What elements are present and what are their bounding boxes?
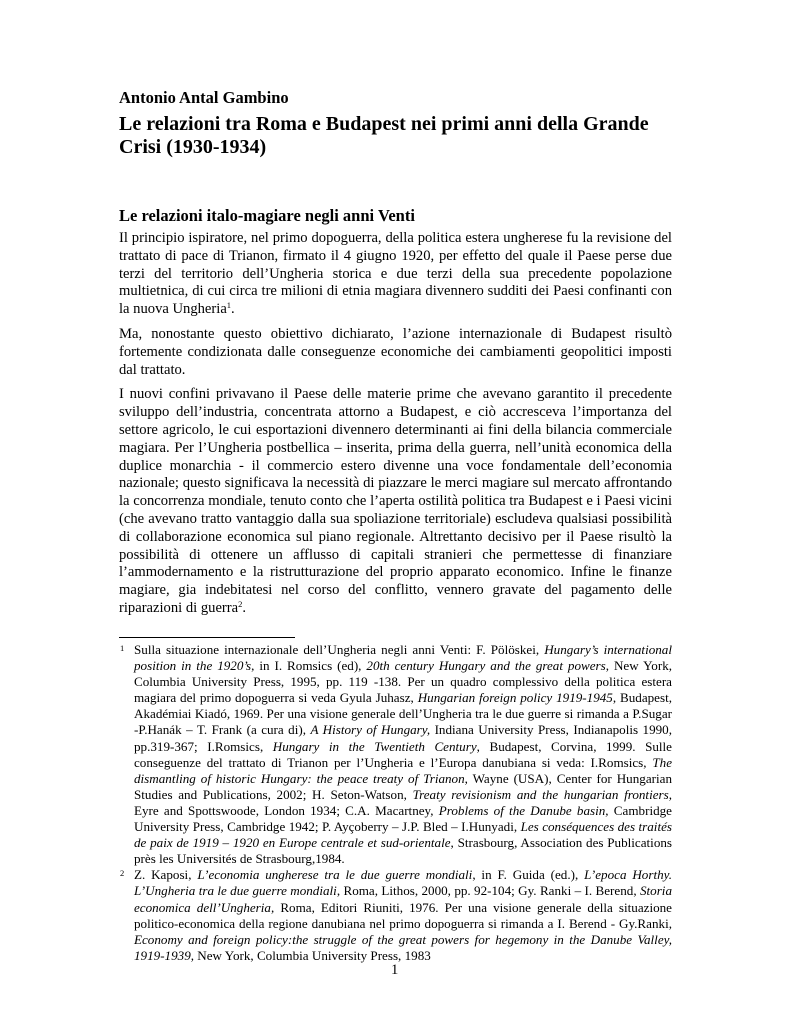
footnote-italic-text: Storia economica dell’Ungheria, xyxy=(134,883,672,915)
footnote-italic-text: Hungary’s international position in the 1920’s xyxy=(134,642,672,674)
footnote-text-segment: , in I. Romsics (ed), xyxy=(251,658,367,674)
paragraph-text: Il principio ispiratore, nel primo dopoguerra, della politica estera ungherese fu la revisione del trattato di pace di Trianon, firmato il 4 giugno 1920, per effetto del quale il Paese perse due terzi del territorio dell’Ungheria storica e due terzi della sua precedente popolazione multietnica, di cui circa tre milioni di etnia magiara divennero sudditi dei Paesi confinanti con la nuova Ungheria xyxy=(119,230,672,318)
footnote-text-segment: , Budapest, Akadémiai Kiadó, 1969. Per una visione generale dell’Ungheria tra le due guerre si rimanda a P.Sugar -P.Hanák – T. Frank (a cura di), xyxy=(134,690,672,738)
footnote-text xyxy=(134,642,672,866)
footnote-text-segment: , Budapest, Corvina, 1999. Sulle conseguenze del trattato di Trianon per l’Ungheria e l’Europa danubiana si veda: I.Romsics, xyxy=(134,738,672,770)
footnote-text-segment: , Roma, Lithos, 2000, pp. 92-104; Gy. Ranki – I. Berend, xyxy=(336,883,640,899)
body-text xyxy=(119,230,672,625)
footnote-text-segment: , in F. Guida (ed.), xyxy=(472,867,585,883)
footnote-text xyxy=(134,867,672,962)
section-heading: Le relazioni italo-magiare negli anni Venti xyxy=(119,206,415,225)
footnote-text-segment: Roma, Editori Riuniti, 1976. Per una visione generale della situazione politico-economica della regione danubiana nel primo dopoguerra si rimanda a I. Berend - Gy.Ranki, xyxy=(134,899,672,931)
paragraph xyxy=(119,326,672,379)
footnote-ref[interactable]: 2 xyxy=(238,598,243,609)
paragraph-end: . xyxy=(242,599,247,616)
footnote-italic-text: Les conséquences des traités de paix de 1919 – 1920 en Europe centrale et sud-orientale, xyxy=(134,819,672,851)
author-name: Antonio Antal Gambino xyxy=(119,88,289,107)
footnote-italic-text: Economy and foreign policy:the struggle of the great powers for hegemony in the Danube Valley, 1919-1939, xyxy=(134,931,672,963)
page-number: 1 xyxy=(391,962,399,978)
footnote-italic-text: Hungary in the Twentieth Century xyxy=(272,738,477,754)
footnote-text-segment: Z. Kaposi, xyxy=(134,867,198,883)
footnote-italic-text: L’economia ungherese tra le due guerre mondiali xyxy=(197,867,473,883)
paragraph xyxy=(119,386,672,617)
footnote-text-segment: , New York, Columbia University Press, 1995, pp. 119 -138. Per un quadro complessivo della politica estera magiara del primo dopoguerra si veda Gyula Juhasz, xyxy=(134,658,673,706)
footnote-text-segment: Eyre and Spottswoode, London 1934; C.A. Macartney, xyxy=(134,802,439,818)
footnote-italic-text: Problems of the Danube basin, xyxy=(438,802,609,818)
footnote-ref[interactable]: 1 xyxy=(226,300,232,311)
footnote-italic-text: A History of Hungary, xyxy=(310,722,431,738)
footnote-italic-text: Treaty revisionism and the hungarian frontiers, xyxy=(412,786,672,802)
paragraph xyxy=(119,230,672,319)
footnote-italic-text: The dismantling of historic Hungary: the peace treaty of Trianon, xyxy=(134,754,672,786)
footnote-number: 1 xyxy=(120,643,125,653)
footnote-separator xyxy=(119,637,295,638)
paper-title: Le relazioni tra Roma e Budapest nei primi anni della Grande Crisi (1930-1934) xyxy=(119,113,649,158)
footnote-text-segment: Sulla situazione internazionale dell’Ungheria negli anni Venti: F. Pölöskei, xyxy=(134,642,545,657)
footnote-text-segment: Strasbourg, Association des Publications près les Universités de Strasbourg,1984. xyxy=(134,835,673,867)
paragraph-text: I nuovi confini privavano il Paese delle materie prime che avevano garantito il precedente sviluppo dell’industria, concentrata attorno a Budapest, e ciò accresceva l’importanza del settore agricolo, le cui esportazioni divennero determinanti ai fini della bilancia commerciale magiara. Per l’Ungheria postbellica – inserita, prima della guerra, nell’unità economica della duplice monarchia - il commercio estero divenne una voce fondamentale dell’economia nazionale; questo significava la necessità di piazzare le merci magiare sul mercato affrontando la concorrenza mondiale, tenuto conto che l’aperta ostilità politica tra Budapest e i Paesi vicini (che avevano tratto vantaggio dalla sua spoliazione territoriale) escludeva qualsiasi possibilità di collaborazione economica sul piano regionale. Altrettanto decisivo per il Paese risultò la possibilità di ottenere un afflusso di capitali stranieri che permettesse di finanziare l’ammodernamento e la ristrutturazione del proprio apparato economico. Infine le finanze magiare, gia indebitatesi nel corso del conflitto, vennero gravate del pagamento delle riparazioni di guerra xyxy=(119,386,672,616)
footnotes xyxy=(119,642,672,964)
footnote-number: 2 xyxy=(120,868,125,879)
footnote-text-segment: Wayne (USA), Center for Hungarian Studies and Publications, 2002; H. Seton-Watson, xyxy=(134,770,672,802)
footnote-italic-text: L’epoca Horthy. L’Ungheria tra le due guerre mondiali xyxy=(134,867,672,899)
footnote-text-segment: Cambridge University Press, Cambridge 1942; P. Ayçoberry – J.P. Bled – I.Hunyadi, xyxy=(134,802,672,835)
paragraph-end: . xyxy=(231,301,235,318)
footnote xyxy=(119,867,672,964)
footnote-italic-text: Hungarian foreign policy 1919-1945 xyxy=(417,690,613,706)
paragraph-text: Ma, nonostante questo obiettivo dichiarato, l’azione internazionale di Budapest risultò fortemente condizionata dalle conseguenze economiche dei cambiamenti geopolitici imposti dal trattato. xyxy=(119,325,672,378)
footnote-text-segment: Indiana University Press, Indianapolis 1990, pp.319-367; I.Romsics, xyxy=(134,722,673,754)
footnote xyxy=(119,642,672,867)
footnote-text-segment: New York, Columbia University Press, 1983 xyxy=(194,947,431,963)
footnote-italic-text: 20th century Hungary and the great powers xyxy=(366,658,606,674)
